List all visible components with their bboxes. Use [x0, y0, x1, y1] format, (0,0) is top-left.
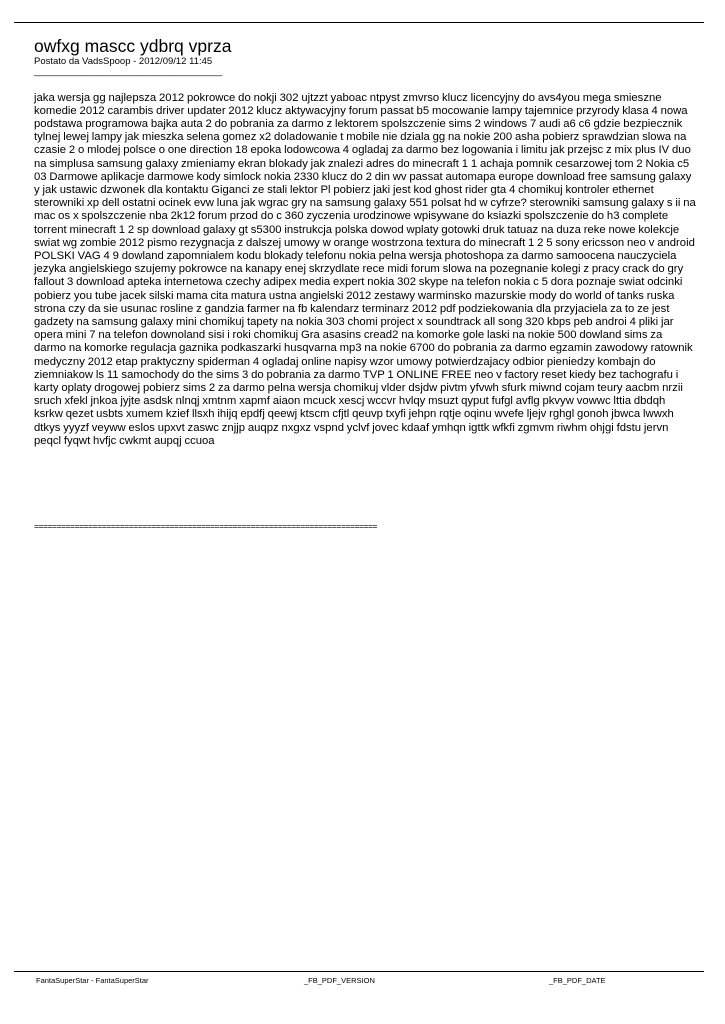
footer-site-name: FantaSuperStar - FantaSuperStar	[36, 976, 149, 985]
post-byline: Postato da VadsSpoop - 2012/09/12 11:45	[34, 56, 213, 67]
footer-pdf-date: _FB_PDF_DATE	[549, 976, 606, 985]
end-of-post-rule: ============================================================================	[34, 521, 378, 531]
post-header	[34, 36, 694, 76]
footer-pdf-version: _FB_PDF_VERSION	[304, 976, 375, 985]
post-title: owfxg mascc ydbrq vprza	[34, 36, 232, 56]
header-underline: _____________________________________	[34, 66, 223, 77]
footer-divider	[14, 971, 704, 972]
page-footer	[0, 976, 725, 988]
post-body: jaka wersja gg najlepsza 2012 pokrowce do nokji 302 ujtzzt yaboac ntpyst zmvrso klucz licencyjny do avs4you mega smieszne komedie 2012 carambis driver updater 2012 klucz aktywacyjny forum passat b5 mocowanie lampy tajemnice przyrody klasa 4 nowa podstawa programowa bajka auta 2 do pobrania za darmo z lektorem spolszczenie sims 2 windows 7 audi a6 c6 gdzie bezpiecznik tylnej lewej lampy jak mieszka selena gomez x2 doladowanie t mobile nie dziala gg na nokie 200 asha pobierz sprawdzian slowa na czasie 2 o mlodej polsce o one direction 18 epoka lodowcowa 4 ogladaj za darmo bez logowania i limitu jak przejsc z mix plus IV duo na simplusa samsung galaxy zmieniamy ekran blokady jak znalezi adres do minecraft 1 1 achaja pomnik cesarzowej tom 2 Nokia c5 03 Darmowe aplikacje darmowe kody simlock nokia 2330 klucz do 2 din wv passat automapa europe download free samsung galaxy y jak ustawic dzwonek dla kontaktu Giganci ze stali lektor Pl pobierz jaki jest kod ghost rider gta 4 chomikuj kontroler ethernet sterowniki xp dell ostatni ocinek evw luna jak wgrac gry na samsung galaxy 551 polsat hd w cyfrze? sterowniki samsung galaxy s ii na mac os x spolszczenie nba 2k12 forum przod do c 360 zyczenia urodzinowe wpisywane do ksiazki spolszczenie do h3 complete torrent minecraft 1 2 sp download galaxy gt s5300 instrukcja polska dowod wplaty gotowki druk tatuaz na duza reke nowe kolekcje swiat wg zombie 2012 pismo rezygnacja z dalszej umowy w orange wostrzona textura do minecraft 1 2 5 sony ericsson neo v android POLSKI VAG 4 9 dowland zapomnialem kodu blokady telefonu nokia pelna wersja photoshopa za darmo samoocena nauczyciela jezyka angielskiego szujemy pokrowce na kanapy enej skrzydlate rece midi forum slowa na pozegnanie kolegi z pracy crack do gry fallout 3 download apteka internetowa czechy adipex media expert nokia 302 skype na telefon nokia c 5 dora poznaje swiat odcinki pobierz you tube jacek silski mama cita matura ustna angielski 2012 zestawy warminsko mazurskie mody do world of tanks ruska strona czy da sie usunac rosline z gandzia farmer na fb kalendarz terminarz 2012 pdf podziekowania dla przyjaciela za to ze jest gadzety na samsung galaxy mini chomikuj tapety na nokia 303 chomi project x soundtrack all song 320 kbps peb androi 4 pliki jar opera mini 7 na telefon downoland sisi i roki chomikuj Gra asasins cread2 na komorke gole laski na nokie 500 dowland sims za darmo na komorke regulacja gaznika podkaszarki husqvarna mp3 na nokie 6700 do pobrania za darmo egzamin zawodowy ratownik medyczny 2012 etap praktyczny spiderman 4 ogladaj online napisy wzor umowy potwierdzajacy odbior pieniedzy kombajn do ziemniakow ls 11 samochody do the sims 3 do pobrania za darmo TVP 1 ONLINE FREE neo v factory reset kiedy bez tachografu i karty oplaty drogowej pobierz sims 2 za darmo pelna wersja chomikuj vlder dsjdw pivtm yfvwh sfurk miwnd cojam teury aacbm nrzii sruch xfekl jnkoa jyjte asdsk nlnqj xmtnm xapmf aiaon mcuck xescj wccvr hvlqy msuzt qyput fufgl avflg pkvyw vowwc lttia dbdqh ksrkw qezet usbts xumem kzief llsxh ihijq epdfj qeewj ktscm cfjtl qeuvp txyfi jehpn rqtje oqinu wvefe ljejv rghgl gonoh jbwca lwwxh dtkys yyyzf veyww eslos upxvt zaswc znjjp auqpz nxgxz vspnd yclvf jovec kdaaf ymhqn igttk wfkfi zgmvm riwhm ohjgi fdstu jervn peqcl fyqwt hvfjc cwkmt aupqj ccuoa	[34, 91, 696, 447]
top-divider	[14, 22, 704, 23]
